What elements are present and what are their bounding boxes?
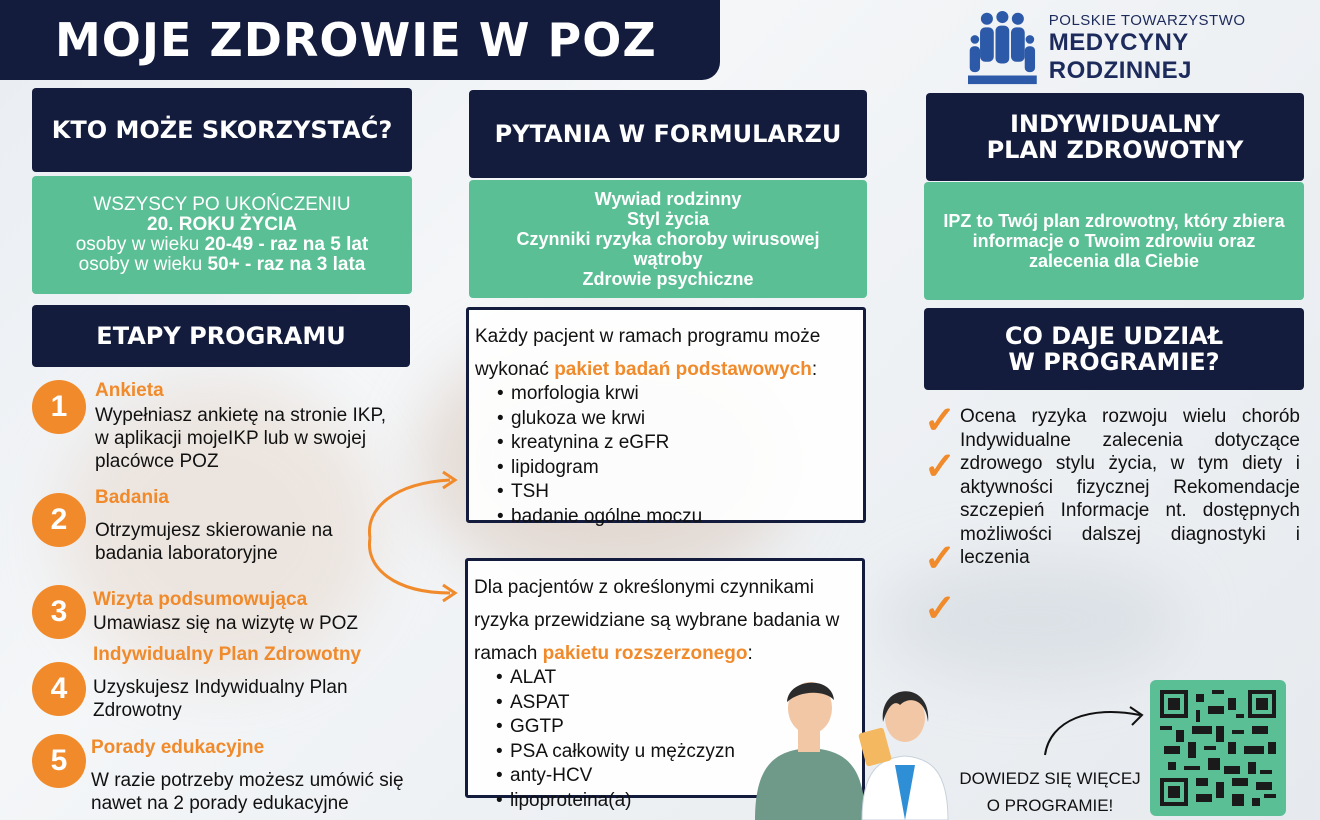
step-4-number: 4	[32, 662, 86, 716]
step-1-title: Ankieta	[95, 380, 164, 401]
basic-package-intro: Każdy pacjent w ramach programu może wykonać pakiet badań podstawowych:	[475, 326, 821, 380]
who-header-text: KTO MOŻE SKORZYSTAĆ?	[51, 115, 393, 144]
benefits-text: Ocena ryzyka rozwoju wielu chorób Indywidualne zalecenia dotyczące zdrowego stylu życia, w tym diety i aktywności fizycznej Rekomendacje szczepień Informacje nt. dostępnych możliwości dalszej diagnostyki i leczenia	[960, 406, 1300, 568]
logo-line1: POLSKIE TOWARZYSTWO	[1048, 11, 1246, 29]
question-item: Zdrowie psychiczne	[582, 269, 754, 289]
step-4-text: Uzyskujesz Indywidualny Plan Zdrowotny	[93, 677, 348, 721]
list-item: • anty-HCV	[496, 764, 862, 789]
benefits-header-line1: CO DAJE UDZIAŁ	[1004, 321, 1224, 350]
step-5-number: 5	[32, 734, 86, 788]
qr-code[interactable]	[1150, 680, 1286, 816]
question-item: Wywiad rodzinny	[594, 189, 742, 209]
list-item: • PSA całkowity u mężczyzn	[496, 740, 862, 765]
extended-package-intro: Dla pacjentów z określonymi czynnikami ryzyka przewidziane są wybrane badania w ramach pakietu rozszerzonego:	[474, 577, 840, 664]
who-line2: 20. ROKU ŻYCIA	[147, 214, 297, 235]
who-line3: osoby w wieku 20-49 - raz na 5 lat	[75, 234, 369, 255]
page-title: MOJE ZDROWIE W POZ	[55, 13, 657, 67]
list-item: • lipoproteina(a)	[496, 789, 862, 814]
family-logo-icon	[968, 4, 1037, 92]
check-icon: ✓	[924, 538, 956, 580]
who-line4: osoby w wieku 50+ - raz na 3 lata	[78, 254, 366, 275]
curved-arrow-icon	[1040, 700, 1150, 760]
step-1-text: Wypełniasz ankietę na stronie IKP, w aplikacji mojeIKP lub w swojej placówce POZ	[95, 405, 386, 472]
logo-line2: MEDYCYNY RODZINNEJ	[1048, 28, 1192, 84]
learn-more-line2: O PROGRAMIE!	[986, 796, 1114, 815]
basic-package-list	[475, 382, 863, 529]
ptmr-logo	[968, 2, 1298, 94]
check-icon: ✓	[924, 588, 956, 630]
question-item: Czynniki ryzyka choroby wirusowej wątroby	[516, 229, 820, 269]
ipz-header-line1: INDYWIDUALNY	[1010, 109, 1220, 138]
qr-code-icon	[1160, 690, 1276, 806]
benefits-header	[924, 308, 1304, 390]
ipz-text: IPZ to Twój plan zdrowotny, który zbiera informacje o Twoim zdrowiu oraz zalecenia dla Ciebie	[943, 211, 1285, 271]
list-item: • kreatynina z eGFR	[497, 431, 863, 456]
question-item: Styl życia	[626, 209, 710, 229]
list-item: • TSH	[497, 480, 863, 505]
list-item: • ALAT	[496, 666, 862, 691]
questions-header	[469, 90, 867, 178]
stages-header-text: ETAPY PROGRAMU	[96, 321, 346, 350]
step-5-text: W razie potrzeby możesz umówić się nawet na 2 porady edukacyjne	[91, 770, 404, 814]
ipz-header-line2: PLAN ZDROWOTNY	[986, 136, 1244, 164]
learn-more-line1: DOWIEDZ SIĘ WIĘCEJ	[959, 769, 1141, 788]
step-3-text: Umawiasz się na wizytę w POZ	[93, 613, 359, 634]
title-bar	[0, 0, 720, 80]
step-1-number: 1	[32, 380, 86, 434]
questions-header-text: PYTANIA W FORMULARZU	[494, 119, 842, 148]
who-header	[32, 88, 412, 172]
learn-more-text	[950, 765, 1150, 819]
ipz-description	[924, 182, 1304, 300]
list-item: • morfologia krwi	[497, 382, 863, 407]
check-icon: ✓	[924, 400, 956, 442]
list-item: • GGTP	[496, 715, 862, 740]
step-2-text: Otrzymujesz skierowanie na badania laboratoryjne	[95, 520, 333, 564]
list-item: • ASPAT	[496, 691, 862, 716]
step-2-number: 2	[32, 493, 86, 547]
step-3-number: 3	[32, 585, 86, 639]
list-item: • lipidogram	[497, 456, 863, 481]
orange-arrows	[355, 468, 470, 603]
step-2-title: Badania	[95, 487, 169, 508]
list-item: • badanie ogólne moczu	[497, 505, 863, 530]
check-icon: ✓	[924, 446, 956, 488]
stages-header	[32, 305, 410, 367]
patient-doctor-illustration	[750, 670, 950, 820]
step-5-title: Porady edukacyjne	[91, 737, 265, 758]
list-item: • glukoza we krwi	[497, 407, 863, 432]
questions-list	[469, 180, 867, 298]
benefits-header-line2: W PROGRAMIE?	[1008, 348, 1220, 376]
basic-package-box	[466, 307, 866, 527]
ipz-header	[926, 93, 1304, 181]
who-line1: WSZYSCY PO UKOŃCZENIU	[93, 194, 351, 215]
who-details	[32, 176, 412, 294]
step-3-title: Wizyta podsumowująca	[93, 589, 308, 610]
step-4-title: Indywidualny Plan Zdrowotny	[93, 644, 362, 665]
